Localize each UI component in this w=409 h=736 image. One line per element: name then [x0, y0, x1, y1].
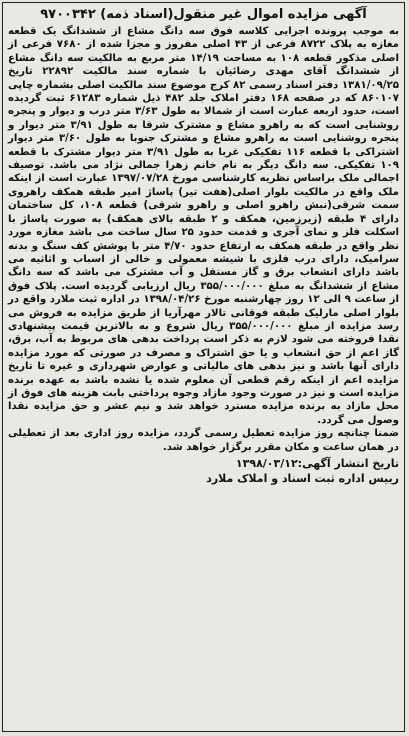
holiday-clause-paragraph: ضمنا چنانچه روز مزایده تعطیل رسمی گردد، مزایده روز اداری بعد از تعطیلی در همان ساعت و مکان مقرر برگزار خواهد شد. — [8, 428, 399, 453]
notice-title: آگهی مزایده اموال غیر منقول(اسناد ذمه) ۹۷۰۰۳۴۲ — [40, 7, 367, 22]
auction-notice — [2, 2, 405, 732]
publish-date: تاریخ انتشار آگهی:۱۳۹۸/۰۳/۱۲ — [235, 457, 399, 470]
signature: رییس اداره ثبت اسناد و املاک ملارد — [206, 472, 399, 485]
notice-footer — [8, 456, 399, 486]
notice-body-paragraph: به موجب پرونده اجرایی کلاسه فوق سه دانگ مشاع از ششدانگ یک قطعه مغازه به پلاک ۸۷۲۲ فرعی از ۴۳ اصلی مفروز و مجزا شده از ۷۶۸۰ فرعی از اصلی مذکور قطعه ۱۰۸ به مساحت ۱۴/۱۹ متر مربع به مالکیت سه دانگ مشاع از ششدانگ آقای مهدی رضائیان با شماره سند مالکیت ۲۲۸۹۲ تاریخ ۱۳۸۱/۰۹/۲۵ دفتر اسناد رسمی ۸۲ کرج موضوع سند مالکیت اصلی بشماره چاپی ۸۶۰۱۰۷ که در صفحه ۱۶۸ دفتر املاک جلد ۴۸۲ ذیل شماره ۶۱۲۸۳ ثبت گردیده است، حدود اربعه عبارت است از شمالا به طول ۳/۶۳ متر درب و دیوار و پنجره روشنایی است که به راهرو مشاع و مشترک شرقا به طول ۳/۹۱ متر دیوار و پنجره روشنایی است به راهرو مشاع و مشترک جنوبا به طول ۳/۶۰ متر دیوار اشتراکی با قطعه ۱۱۶ تفکیکی غربا به طول ۳/۹۱ متر دیوار مشترک با قطعه ۱۰۹ تفکیکی. سه دانگ دیگر به نام خانم زهرا جمالی نژاد می باشد. توصیف اجمالی ملک براساس نظریه کارشناسی مورخ ۱۳۹۷/۰۷/۲۸ عبارت است از اینکه ملک واقع در مالکیت بلوار اصلی(هفت تیر) پاساژ امیر طبقه همکف راهروی سمت شرقی(نبش راهرو اصلی و راهرو شرقی) قطعه ۱۰۸، کل ساختمان دارای ۴ طبقه (زیرزمین، همکف و ۲ طبقه بالای همکف) به صورت پاساژ با اسکلت فلز و نمای آجری و قدمت حدود ۲۵ سال ساخت می باشد مغازه مورد نظر واقع در طبقه همکف به ارتفاع حدود ۴/۷۰ متر با پوشش کف سنگ و بدنه سرامیک، دارای درب فلزی با شیشه معمولی و خالی از اسباب و اثاثیه می باشد دارای انشعاب برق و گاز مستقل و آب مشترک می باشد که سه دانگ مشاع از ششدانگ به مبلغ ۳۵۵/۰۰۰/۰۰۰ ریال ارزیابی گردیده است. پلاک فوق از ساعت ۹ الی ۱۲ روز چهارشنبه مورخ ۱۳۹۸/۰۴/۲۶ در اداره ثبت ملارد واقع در بلوار اصلی مارلیک طبقه فوقانی تالار مهرآریا از طریق مزایده به فروش می رسد مزایده از مبلغ ۳۵۵/۰۰۰/۰۰۰ ریال شروع و به بالاترین قیمت پیشنهادی نقدا فروخته می شود لازم به ذکر است پرداخت بدهی های مربوط به آب، برق، گاز اعم از حق انشعاب و یا حق اشتراک و مصرف در صورتی که مورد مزایده دارای آنها باشد و نیز بدهی های مالیاتی و عوارض شهرداری و غیره تا تاریخ مزایده اعم از اینکه رقم قطعی آن معلوم شده یا نشده باشد به عهده برنده مزایده است و نیز در صورت وجود مازاد وجوه پرداختی بابت هزینه های فوق از محل مازاد به برنده مزایده مسترد خواهد شد و نیم عشر و حق مزایده نقدا وصول می گردد. — [8, 26, 400, 426]
